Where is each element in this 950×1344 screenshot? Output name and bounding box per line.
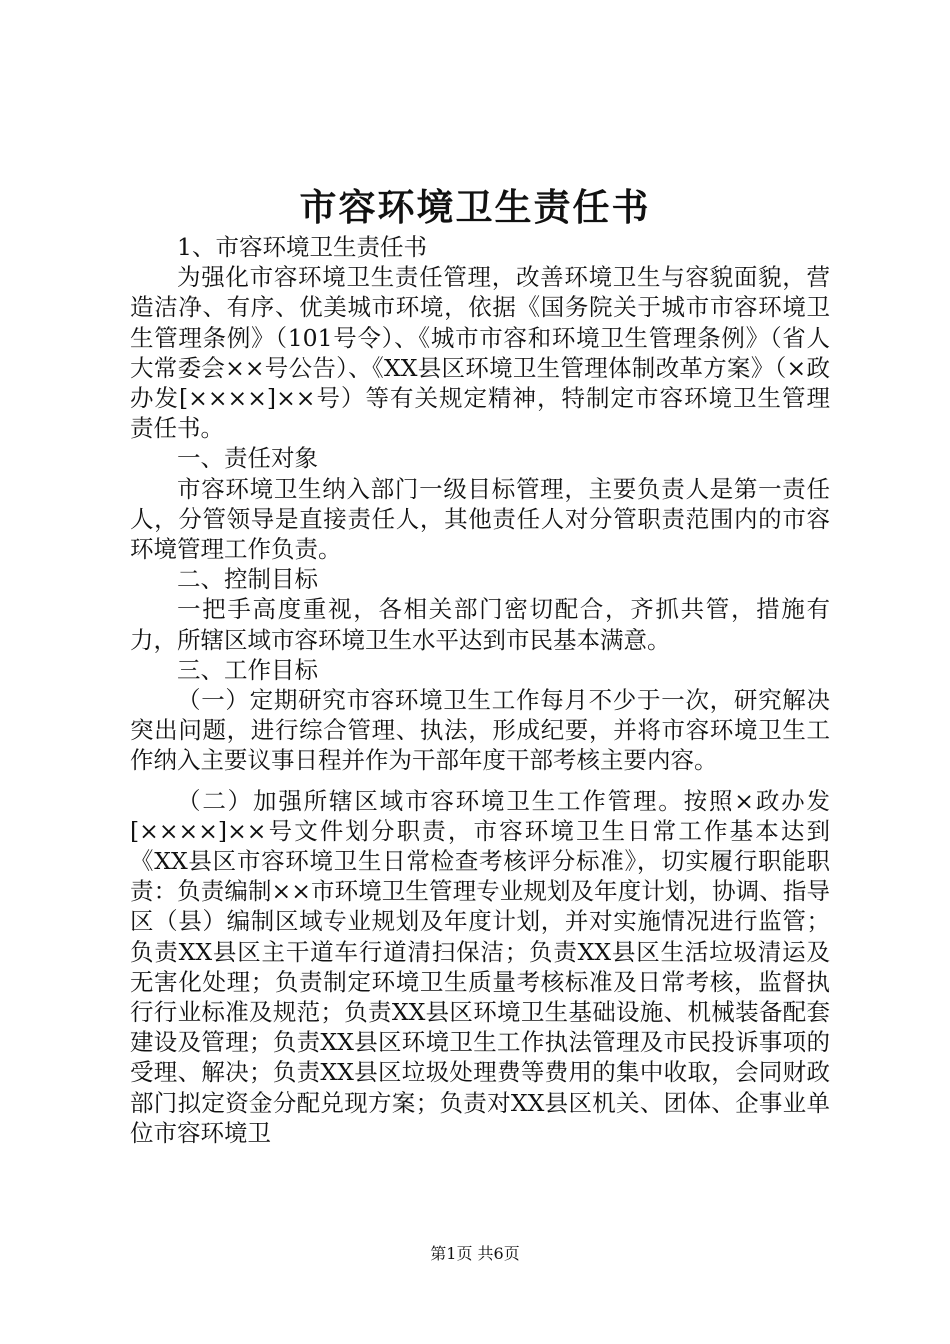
paragraph-goal-1: （一）定期研究市容环境卫生工作每月不少于一次，研究解决突出问题，进行综合管理、执法，形成纪要，并将市容环境卫生工作纳入主要议事日程并作为干部年度干部考核主要内容。 xyxy=(130,686,830,775)
paragraph-goal-2: （二）加强所辖区域市容环境卫生工作管理。按照×政办发[××××]××号文件划分职责，市容环境卫生日常工作基本达到《XX县区市容环境卫生日常检查考核评分标准》，切实履行职能职责：负责编制××市环境卫生管理专业规划及年度计划，协调、指导区（县）编制区域专业规划及年度计划，并对实施情况进行监管；负责XX县区主干道车行道清扫保洁；负责XX县区生活垃圾清运及无害化处理；负责制定环境卫生质量考核标准及日常考核，监督执行行业标准及规范；负责XX县区环境卫生基础设施、机械装备配套建设及管理；负责XX县区环境卫生工作执法管理及市民投诉事项的受理、解决；负责XX县区垃圾处理费等费用的集中收取，会同财政部门拟定资金分配兑现方案；负责对XX县区机关、团体、企事业单位市容环境卫 xyxy=(130,786,830,1147)
document-title: 市容环境卫生责任书 xyxy=(299,185,651,229)
paragraph-heading-1: 1、市容环境卫生责任书 xyxy=(177,233,427,261)
page-number: 第1页 共6页 xyxy=(430,1244,520,1263)
section-heading-control: 二、控制目标 xyxy=(177,565,318,594)
paragraph-responsibility: 市容环境卫生纳入部门一级目标管理，主要负责人是第一责任人，分管领导是直接责任人，其他责任人对分管职责范围内的市容环境管理工作负责。 xyxy=(130,474,830,564)
document-body xyxy=(130,232,830,1148)
section-heading-responsibility: 一、责任对象 xyxy=(177,444,318,473)
section-heading-work-goals: 三、工作目标 xyxy=(177,655,318,684)
paragraph-intro: 为强化市容环境卫生责任管理，改善环境卫生与容貌面貌，营造洁净、有序、优美城市环境，依据《国务院关于城市市容环境卫生管理条例》（101号令）、《城市市容和环境卫生管理条例》（省人大常委会××号公告）、《XX县区环境卫生管理体制改革方案》（×政办发[××××]××号）等有关规定精神，特制定市容环境卫生管理责任书。 xyxy=(130,263,830,443)
paragraph-control: 一把手高度重视，各相关部门密切配合，齐抓共管，措施有力，所辖区域市容环境卫生水平达到市民基本满意。 xyxy=(130,595,830,654)
